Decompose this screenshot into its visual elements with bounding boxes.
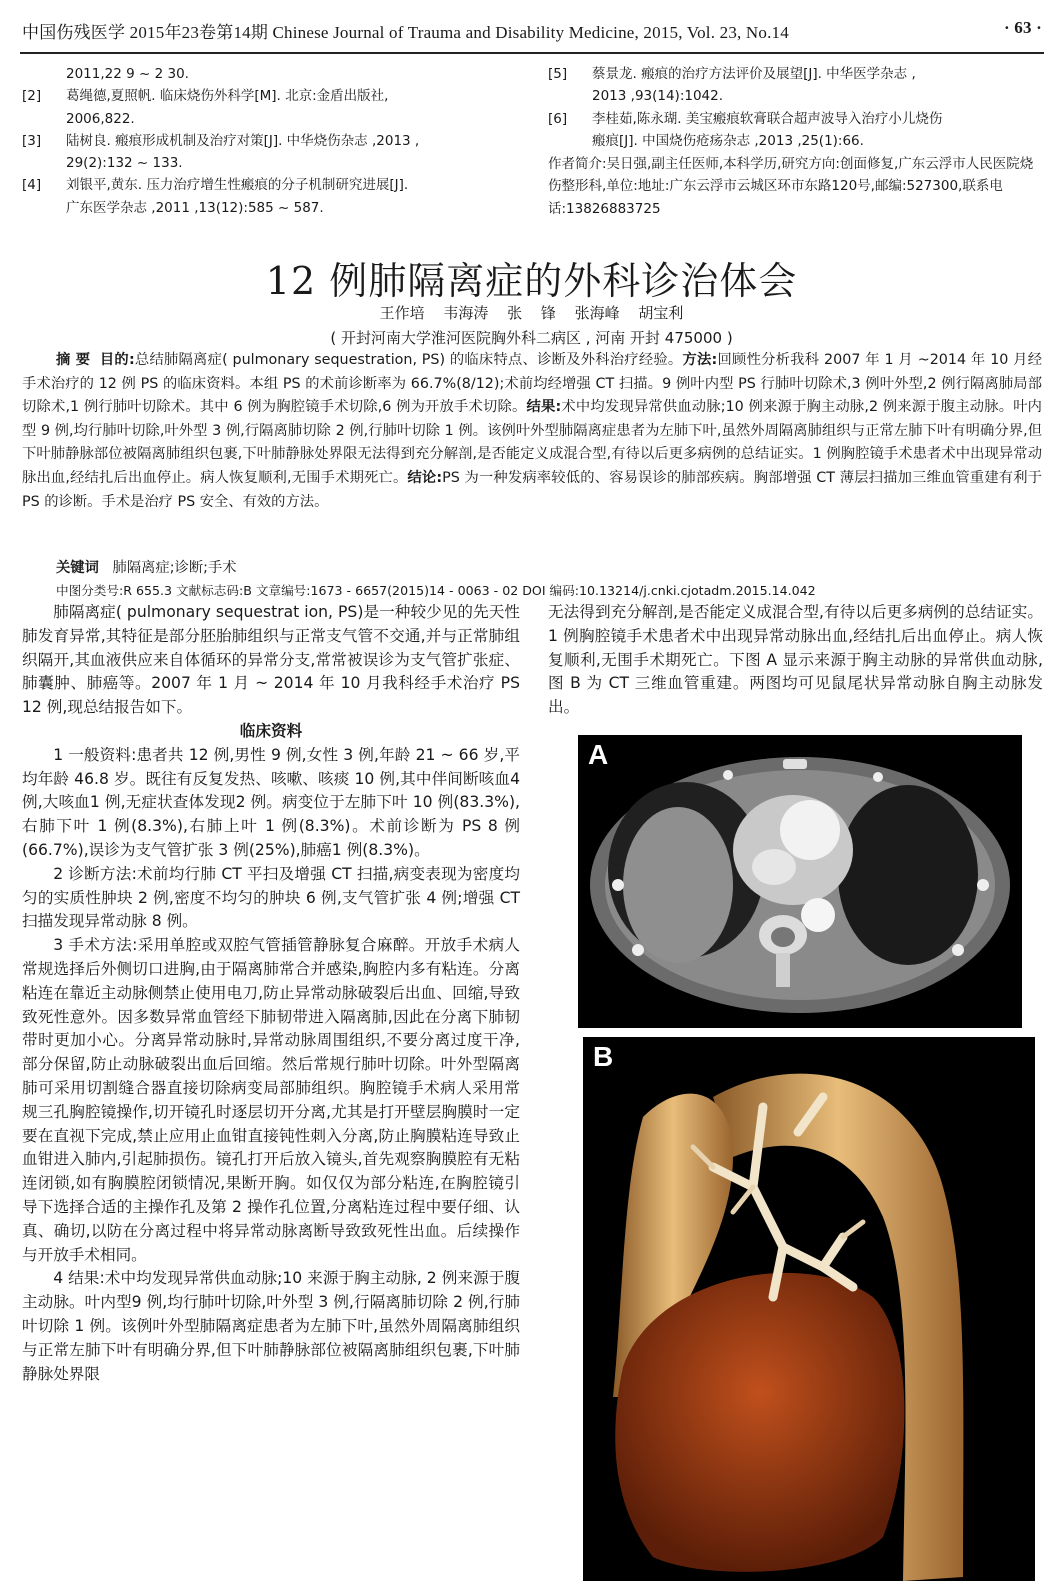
figure-a-label: A (588, 739, 609, 770)
intro-paragraph: 肺隔离症( pulmonary sequestrat ion, PS)是一种较少见的先天性肺发育异常,其特征是部分胚胎肺组织与正常支气管不交通,并与正常肺组织隔开,其血液供应来自体循环的异常分支,常常被误诊为支气管扩张症、肺囊肿、肺癌等。2007 年 1 月 ~ 2014 年 10 月我科经手术治疗 PS 12 例,现总结报告如下。 (22, 603, 520, 717)
reference-item: [2] 葛绳德,夏照帆. 临床烧伤外科学[M]. 北京:金盾出版社, (22, 88, 389, 105)
running-title: 中国伤残医学 2015年23卷第14期 Chinese Journal of Trauma and Disability Medicine, 2015, Vol. 23, No.14 (22, 23, 789, 42)
figure-a-ct-scan (578, 735, 1022, 1028)
paragraph-diagnosis: 2 诊断方法:术前均行肺 CT 平扫及增强 CT 扫描,病变表现为密度均匀的实质性肿块 2 例,密度不均匀的肿块 6 例,支气管扩张 4 例;增强 CT 扫描发现异常动脉 8 例。 (22, 864, 520, 931)
reference-item: [4] 刘银平,黄东. 压力治疗增生性瘢痕的分子机制研究进展[J]. (22, 177, 409, 194)
article-authors: 王作培 韦海涛 张 锋 张海峰 胡宝利 (379, 304, 684, 322)
vascular-reconstruction-image (583, 1037, 1035, 1581)
reference-item: [3] 陆树良. 瘢痕形成机制及治疗对策[J]. 中华烧伤杂志 ,2013 , (22, 132, 420, 149)
reference-item: [5] 蔡景龙. 瘢痕的治疗方法评价及展望[J]. 中华医学杂志 , (548, 66, 916, 82)
figure-b-3d-reconstruction (583, 1037, 1035, 1581)
paragraph-surgery: 3 手术方法:采用单腔或双腔气管插管静脉复合麻醉。开放手术病人常规选择后外侧切口进胸,由于隔离肺常合并感染,胸腔内多有粘连。分离粘连在靠近主动脉侧禁止使用电刀,防止异常动脉破裂后出血、回缩,导致致死性意外。因多数异常血管经下肺韧带进入隔离肺,因此在分离下肺韧带时更加小心。分离异常动脉时,异常动脉周围组织,不要分离过度干净,部分保留,防止动脉破裂出血后回缩。然后常规行肺叶切除。叶外型隔离肺可采用切割缝合器直接切除病变局部肺组织。胸腔镜手术病人采用常规三孔胸腔镜操作,切开镜孔时逐层切开分离,尤其是打开壁层胸膜时一定要在直视下完成,禁止应用止血钳直接钝性刺入分离,防止胸膜粘连导致止血钳进入肺内,引起肺损伤。镜孔打开后放入镜头,首先观察胸膜腔有无粘连闭锁,如有胸膜腔闭锁情况,果断开胸。如仅仅为部分粘连,在胸腔镜引导下选择合适的主操作孔及第 2 操作孔位置,分离粘连过程中要仔细、认真、确切,以防在分离过程中将异常动脉离断导致致死性出血。后续操作与开放手术相同。 (22, 936, 520, 1264)
keywords: 关键词 肺隔离症;诊断;手术 (56, 560, 237, 576)
classification-line: 中图分类号:R 655.3 文献标志码:B 文章编号:1673 - 6657(2015)14 - 0063 - 02 DOI 编码:10.13214/j.cnki.cjotadm.2015.14.042 (56, 583, 816, 598)
abstract: 摘 要 目的:总结肺隔离症( pulmonary sequestration, PS) 的临床特点、诊断及外科治疗经验。方法:回顾性分析我科 2007 年 1 月 ~2014 年 10 月经手术治疗的 12 例 PS 的临床资料。本组 PS 的术前诊断率为 66.7%(8/12);术前均经增强 CT 扫描。9 例叶内型 PS 行肺叶切除术,3 例叶外型,2 例行隔离肺局部切除术,1 例行肺叶切除术。其中 6 例为胸腔镜手术切除,6 例为开放手术切除。结果:术中均发现异常供血动脉;10 例来源于胸主动脉,2 例来源于腹主动脉。叶内型 9 例,均行肺叶切除,叶外型 3 例,行隔离肺切除 2 例,行肺叶切除 1 例。该例叶外型肺隔离症患者为左肺下叶,虽然外周隔离肺组织与正常左肺下叶有明确分界,但下叶肺静脉部位被隔离肺组织包裹,下叶肺静脉处界限无法得到充分解剖,是否能定义成混合型,有待以后更多病例的总结证实。1 例胸腔镜手术患者术中出现异常动脉出血,经结扎后出血停止。病人恢复顺利,无围手术期死亡。结论:PS 为一种发病率较低的、容易误诊的肺部疾病。胸部增强 CT 薄层扫描加三维血管重建有利于 PS 的诊断。手术是治疗 PS 安全、有效的方法。 (22, 352, 1043, 510)
page-number: · 63 · (1003, 18, 1042, 37)
left-column (22, 601, 520, 1386)
article-affiliation: ( 开封河南大学淮河医院胸外科二病区 , 河南 开封 475000 ) (330, 329, 733, 347)
references-right: [5] 蔡景龙. 瘢痕的治疗方法评价及展望[J]. 中华医学杂志 , 2013 ,93(14):1042. [6] 李桂茹,陈永瑚. 美宝瘢痕软膏联合超声波导入治疗小儿烧伤 瘢痕[J]. 中国烧伤疮疡杂志 ,2013 ,25(1):66. (548, 63, 1043, 152)
paragraph-results: 4 结果:术中均发现异常供血动脉;10 来源于胸主动脉, 2 例来源于腹主动脉。叶内型9 例,均行肺叶切除,叶外型 3 例,行隔离肺切除 2 例,行肺叶切除 1 例。该例叶外型肺隔离症患者为左肺下叶,虽然外周隔离肺组织与正常左肺下叶有明确分界,但下叶肺静脉部位被隔离肺组织包裹,下叶肺静脉处界限 (22, 1269, 520, 1383)
ct-scan-image (578, 735, 1022, 1028)
section-heading: 临床资料 (239, 721, 303, 740)
references-left: 2011,22 9 ~ 2 30. [2] 葛绳德,夏照帆. 临床烧伤外科学[M]. 北京:金盾出版社, 2006,822. [3] 陆树良. 瘢痕形成机制及治疗对策[J]. 中华烧伤杂志 ,2013 , 29(2):132 ~ 133. [4] 刘银平,黄东. 压力治疗增生性瘢痕的分子机制研究进展[J]. 广东医学杂志 ,2011 ,13(12):585 ~ 587. (22, 63, 522, 219)
right-column (548, 601, 1043, 720)
paragraph-continued: 无法得到充分解剖,是否能定义成混合型,有待以后更多病例的总结证实。1 例胸腔镜手术患者术中出现异常动脉出血,经结扎后出血停止。病人恢复顺利,无围手术期死亡。下图 A 显示来源于胸主动脉的异常供血动脉,图 B 为 CT 三维血管重建。两图均可见鼠尾状异常动脉自胸主动脉发出。 (548, 603, 1043, 717)
figure-b-label: B (593, 1041, 614, 1072)
running-header (22, 18, 1042, 48)
paragraph-general: 1 一般资料:患者共 12 例,男性 9 例,女性 3 例,年龄 21 ~ 66 岁,平均年龄 46.8 岁。既往有反复发热、咳嗽、咳痰 10 例,其中伴间断咳血4 例,大咳血1 例,无症状查体发现2 例。病变位于左肺下叶 10 例(83.3%),右肺下叶 1 例(8.3%),右肺上叶 1 例(8.3%)。术前诊断为 PS 8 例(66.7%),误诊为支气管扩张 3 例(25%),肺癌1 例(8.3%)。 (22, 745, 520, 859)
author-note: 作者简介:吴日强,副主任医师,本科学历,研究方向:创面修复,广东云浮市人民医院烧伤整形科,单位:地址:广东云浮市云城区环市东路120号,邮编:527300,联系电话:13826883725 (548, 156, 1034, 217)
article-title: 12 例肺隔离症的外科诊治体会 (265, 259, 798, 303)
reference-item: [6] 李桂茹,陈永瑚. 美宝瘢痕软膏联合超声波导入治疗小儿烧伤 (548, 110, 943, 127)
abstract-label: 摘 要 (56, 352, 91, 368)
header-rule (20, 52, 1044, 54)
reference-item: 2011,22 9 ~ 2 30. (66, 66, 189, 82)
